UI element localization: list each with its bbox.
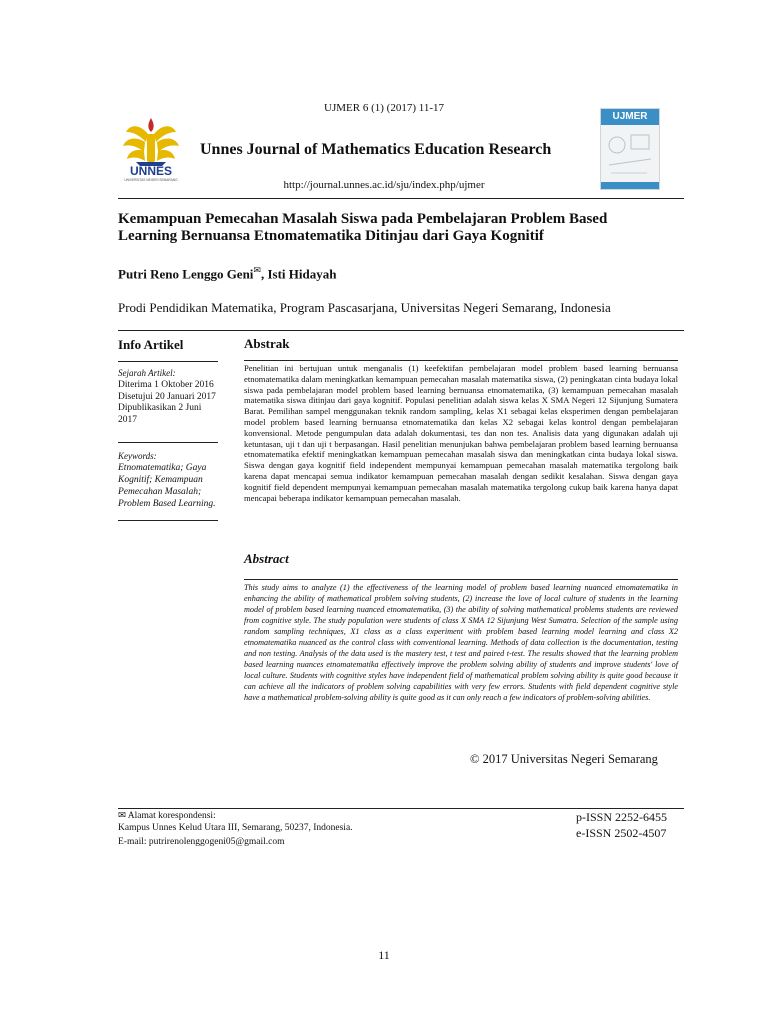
date-published: Dipublikasikan 2 Juni bbox=[118, 403, 202, 413]
unnes-logo bbox=[118, 112, 184, 188]
abstract-divider bbox=[244, 579, 678, 580]
footer-divider bbox=[118, 808, 684, 809]
correspondence-address: Kampus Unnes Kelud Utara III, Semarang, 50237, Indonesia. bbox=[118, 823, 353, 833]
info-divider-2 bbox=[118, 442, 218, 443]
abstrak-divider bbox=[244, 360, 678, 361]
abstract-body: This study aims to analyze (1) the effectiveness of the learning model of problem based learning nuanced etnomatematika in enhancing the ability of mathematical problem solving students, (2) increase the love of local culture of students in the learning model of problem based learning nuanced etnomatematika, (3) the ability of solving mathematical problems students are reviewed from cognitive style. The study population were students of class X SMA 12 Sijunjung West Sumatra. Selection of the sample using random sampling techniques, X1 class as a class experiment with problem based learning model learning and class X2 etnomatematika nuanced as the control class with conventional learning. Methods of data collection is the documentation, testing and non testing. Analysis of the data used is the mastery test, t test and paired t-test. The results showed that the learning problem based learning nuances etnomatematika effectively improve the problem solving ability of students and improve students' love of local culture. Students with cognitive styles have independent field of mathematical problem solving ability is quite good because it can achieve all the indicators of problem solving capabilities with very few errors. Students with field dependent cognitive style have a mathematical problem-solving ability is quite good as it can only reach a few indicators of problem-solving abilities. bbox=[244, 583, 678, 702]
header-divider bbox=[118, 198, 684, 199]
info-divider-3 bbox=[118, 520, 218, 521]
abstract-heading: Abstract bbox=[244, 551, 289, 566]
info-artikel-heading: Info Artikel bbox=[118, 337, 184, 352]
abstrak-heading: Abstrak bbox=[244, 336, 290, 351]
author-primary: Putri Reno Lenggo Geni bbox=[118, 266, 254, 282]
article-title-line-2: Learning Bernuansa Etnomatematika Ditinjau dari Gaya Kognitif bbox=[118, 228, 544, 244]
journal-reference: UJMER 6 (1) (2017) 11-17 bbox=[324, 102, 444, 114]
date-received: Diterima 1 Oktober 2016 bbox=[118, 380, 214, 390]
cover-label: UJMER bbox=[601, 109, 659, 125]
section-divider bbox=[118, 330, 684, 331]
envelope-icon: ✉ bbox=[253, 265, 261, 275]
journal-cover-thumbnail bbox=[600, 108, 660, 190]
correspondence-email[interactable]: E-mail: putrirenolenggogeni05@gmail.com bbox=[118, 837, 285, 847]
keywords-label: Keywords: bbox=[118, 451, 157, 461]
logo-caption: UNIVERSITAS NEGERI SEMARANG bbox=[124, 178, 178, 182]
keywords: Etnomatematika; Gaya Kognitif; Kemampuan Pemecahan Masalah; Problem Based Learning. bbox=[118, 463, 216, 509]
abstrak-body: Penelitian ini bertujuan untuk menganalis (1) keefektifan pembelajaran model problem based learning bernuansa etnomatematika dalam meningkatkan kemampuan pemecahan masalah matematika siswa, (2) peningkatan cinta budaya lokal siswa pada pembelajaran model problem based learning bernuansa etnomatematika, (3) kemampuan pemecahan masalah matematika siswa ditinjau dari gaya kognitif. Populasi penelitian adalah siswa kelas X SMA Negeri 12 Sijunjung Sumatera Barat. Pemilihan sampel menggunakan teknik random sampling, kelas X1 sebagai kelas eksperimen dengan pembelajaran model problem based learning bernuansa etnomatematika dan kelas X2 sebagai kelas kontrol dengan pembelajaran konvensional. Metode pengumpulan data adalah dokumentasi, tes dan non tes. Analisis data yang digunakan adalah uji ketuntasan, uji t dan uji t berpasangan. Hasil penelitian menunjukan bahwa pembelajaran problem based learning bernuansa etnomatematika efektif meningkatkan kemampuan pemecahan masalah siswa dan meningkatkan cinta budaya lokal siswa. Siswa dengan gaya kognitif field independent mempunyai kemampuan pemecahan masalah matematika tergolong baik karena dapat mencapai semua indikator kemampuan pemecahan masalah dengan sedikit kesalahan. Siswa dengan gaya kognitif field dependent mempunyai kemampuan pemecahan masalah matematika tergolong cukup baik karena hanya dapat mencapai beberapa indikator kemampuan pemecahan masalah. bbox=[244, 363, 678, 503]
copyright-notice: © 2017 Universitas Negeri Semarang bbox=[470, 752, 658, 766]
article-title bbox=[118, 211, 678, 245]
journal-title: Unnes Journal of Mathematics Education Research bbox=[200, 141, 552, 158]
article-title-line-1: Kemampuan Pemecahan Masalah Siswa pada Pembelajaran Problem Based bbox=[118, 211, 608, 227]
history-label: Sejarah Artikel: bbox=[118, 368, 176, 378]
affiliation: Prodi Pendidikan Matematika, Program Pascasarjana, Universitas Negeri Semarang, Indonesia bbox=[118, 300, 611, 315]
logo-wordmark: UNNES bbox=[129, 164, 172, 178]
authors bbox=[118, 265, 336, 282]
date-approved: Disetujui 20 Januari 2017 bbox=[118, 391, 216, 402]
page-number: 11 bbox=[378, 948, 390, 962]
date-published-year: 2017 bbox=[118, 414, 137, 425]
correspondence-label: ✉ Alamat korespondensi: bbox=[118, 811, 216, 821]
cover-graphic-icon bbox=[601, 125, 659, 185]
journal-url[interactable]: http://journal.unnes.ac.id/sju/index.php/ujmer bbox=[283, 179, 485, 191]
author-secondary: , Isti Hidayah bbox=[260, 266, 337, 282]
history-dates bbox=[118, 380, 238, 426]
electronic-issn: e-ISSN 2502-4507 bbox=[576, 826, 667, 840]
info-divider-1 bbox=[118, 361, 218, 362]
print-issn: p-ISSN 2252-6455 bbox=[576, 810, 668, 824]
